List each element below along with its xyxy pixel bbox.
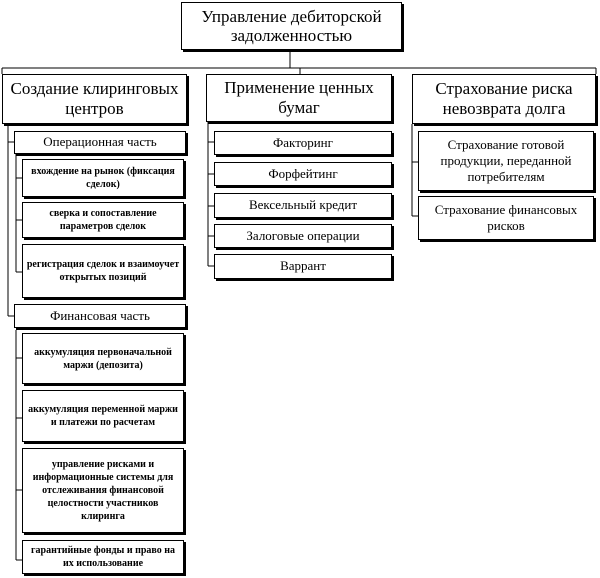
financial-item-initial-margin: аккумуляция первоначальной маржи (депозита) bbox=[22, 333, 184, 384]
group-operational: Операционная часть bbox=[14, 131, 186, 154]
branch-insurance: Страхование риска невозврата долга bbox=[412, 74, 596, 124]
securities-item-factoring: Факторинг bbox=[214, 131, 392, 155]
operational-item-registration: регистрация сделок и взаимоучет открытых позиций bbox=[22, 244, 184, 298]
operational-item-market-entry: вхождение на рынок (фиксация сделок) bbox=[22, 159, 184, 197]
securities-item-bill-credit: Вексельный кредит bbox=[214, 193, 392, 218]
root-node: Управление дебиторской задолженностью bbox=[181, 2, 402, 50]
securities-item-pledge: Залоговые операции bbox=[214, 224, 392, 248]
branch-clearing-centers: Создание клиринговых центров bbox=[2, 74, 187, 124]
securities-item-forfaiting: Форфейтинг bbox=[214, 162, 392, 186]
securities-item-warrant: Варрант bbox=[214, 254, 392, 279]
financial-item-guarantee-funds: гарантийные фонды и право на их использование bbox=[22, 540, 184, 574]
insurance-item-financial-risks: Страхование финансовых рисков bbox=[418, 196, 594, 240]
financial-item-variation-margin: аккумуляция переменной маржи и платежи по расчетам bbox=[22, 390, 184, 442]
group-financial: Финансовая часть bbox=[14, 304, 186, 328]
operational-item-reconciliation: сверка и сопоставление параметров сделок bbox=[22, 202, 184, 238]
financial-item-risk-management: управление рисками и информационные системы для отслеживания финансовой целостности участников клиринга bbox=[22, 448, 184, 533]
branch-securities: Применение ценных бумаг bbox=[206, 74, 392, 122]
insurance-item-finished-goods: Страхование готовой продукции, переданной потребителям bbox=[418, 131, 594, 191]
